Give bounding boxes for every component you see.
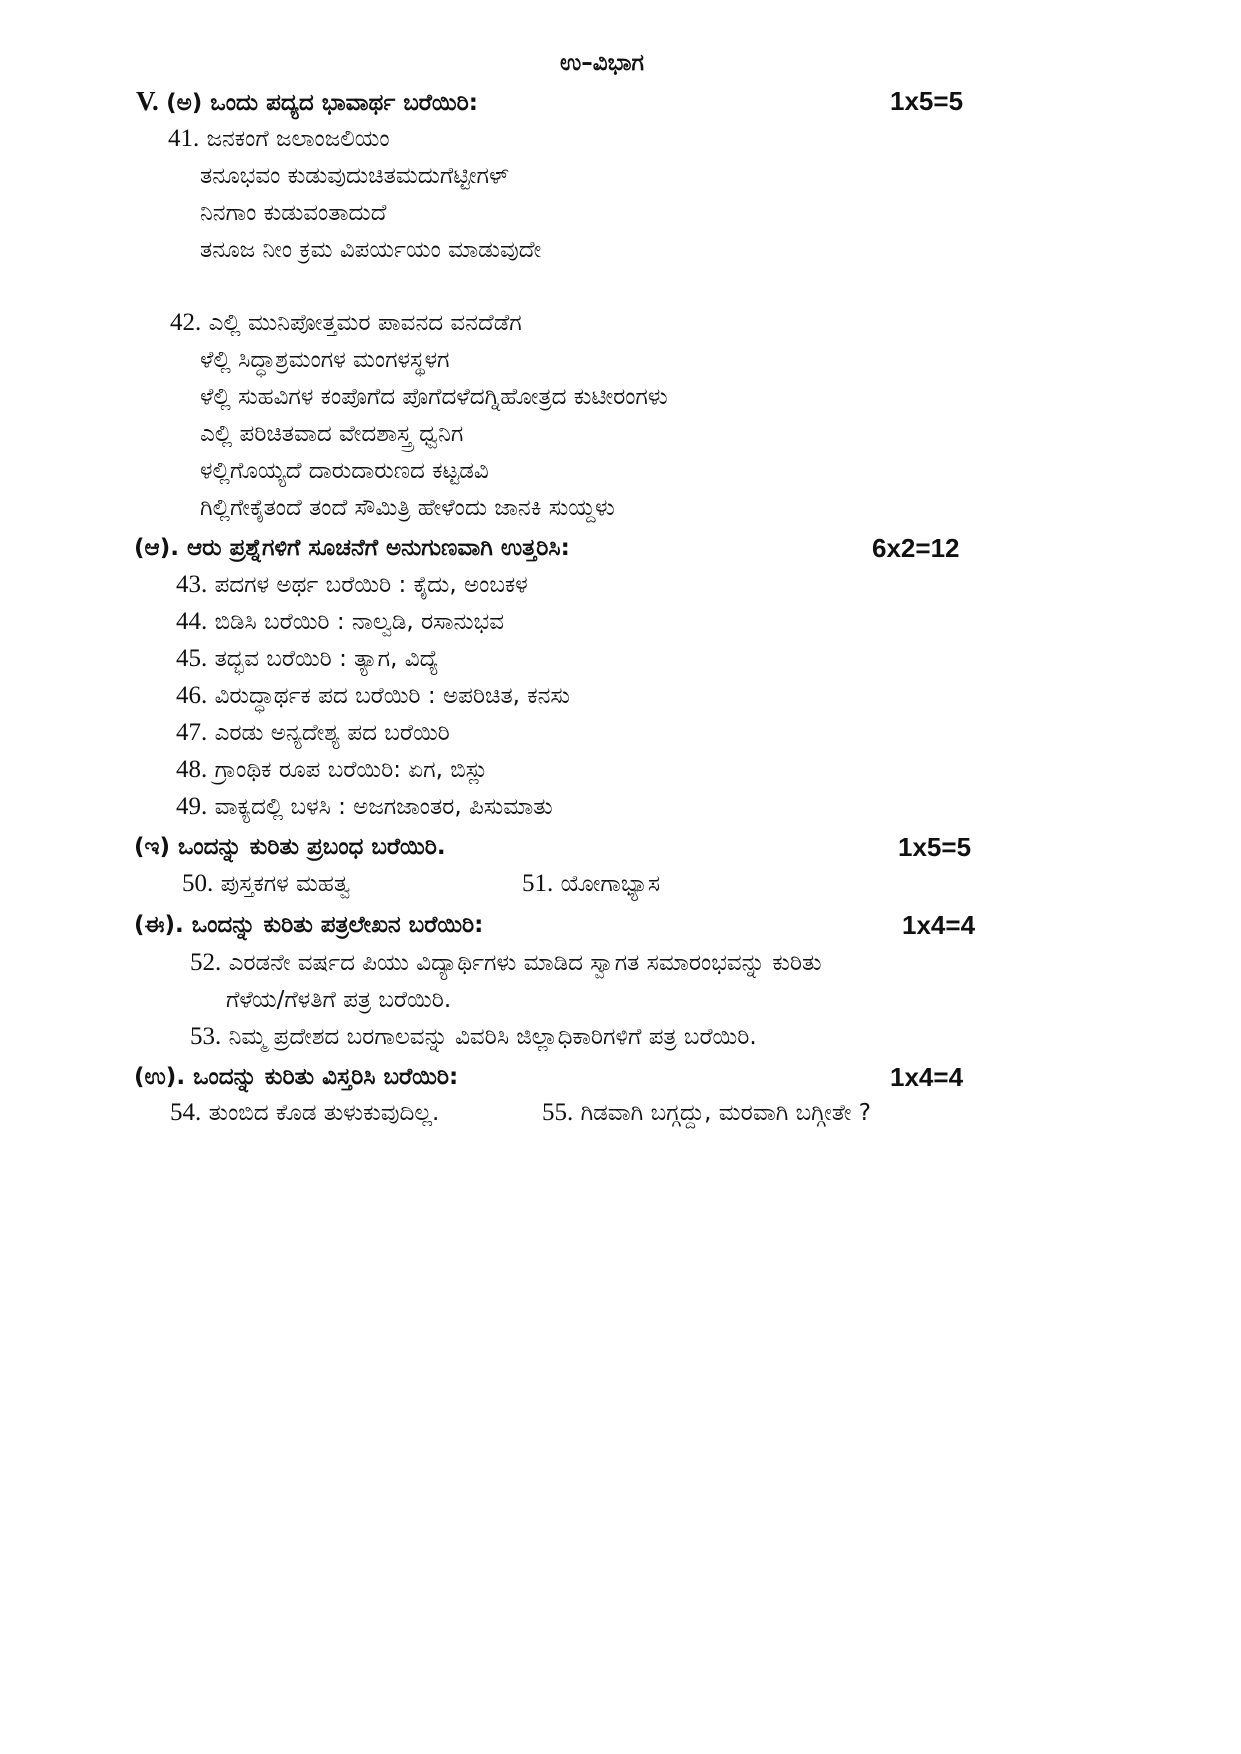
section-ii-marks: 1x4=4 [902,910,976,940]
question-42 [170,308,522,338]
poem-line: ತನೂಜ ನೀಂ ಕ್ರಮ ವಿಪರ್ಯಯಂ ಮಾಡುವುದೇ [200,237,542,263]
question-number: 53. [190,1023,222,1050]
section-i-marks: 1x5=5 [898,832,972,862]
section-aa-marks: 6x2=12 [872,533,960,563]
section-aa-title: (ಆ). ಆರು ಪ್ರಶ್ನೆಗಳಿಗೆ ಸೂಚನೆಗೆ ಅನುಗುಣವಾಗಿ ಉತ್ತರಿಸಿ: [134,535,570,561]
section-v-marks: 1x5=5 [890,86,964,116]
question-49 [176,792,553,822]
question-48 [176,755,488,785]
question-text: ಎರಡು ಅನ್ಯದೇಶ್ಯ ಪದ ಬರೆಯಿರಿ [214,720,450,746]
question-number: 49. [176,793,208,820]
question-number: 47. [176,719,208,746]
question-51 [522,869,660,899]
question-text: ಪದಗಳ ಅರ್ಥ ಬರೆಯಿರಿ : ಕೈದು, ಅಂಬಕಳ [214,572,528,598]
question-text: ವಾಕ್ಯದಲ್ಲಿ ಬಳಸಿ : ಅಜಗಜಾಂತರ, ಪಿಸುಮಾತು [214,794,553,820]
question-number: 50. [182,870,214,897]
poem-line: ಎಲ್ಲಿ ಮುನಿಪೋತ್ತಮರ ಪಾವನದ ವನದೆಡೆಗ [208,310,522,336]
poem-line: ಜನಕಂಗೆ ಜಲಾಂಜಲಿಯಂ [206,126,390,152]
question-text: ಎರಡನೇ ವರ್ಷದ ಪಿಯು ವಿದ್ಯಾರ್ಥಿಗಳು ಮಾಡಿದ ಸ್ವಾಗತ ಸಮಾರಂಭವನ್ನು ಕುರಿತು [228,950,822,976]
question-text: ಯೋಗಾಭ್ಯಾಸ [560,871,661,897]
question-text: ವಿರುದ್ಧಾರ್ಥಕ ಪದ ಬರೆಯಿರಿ : ಅಪರಿಚಿತ, ಕನಸು [214,683,570,709]
question-41 [168,124,390,154]
question-text-continued: ಗೆಳೆಯ/ಗೆಳತಿಗೆ ಪತ್ರ ಬರೆಯಿರಿ. [226,987,452,1013]
question-text: ಬಿಡಿಸಿ ಬರೆಯಿರಿ : ನಾಲ್ವಡಿ, ರಸಾನುಭವ [214,609,505,635]
poem-line: ಳೆಲ್ಲಿ ಸುಹವಿಗಳ ಕಂಪೊಗೆದ ಪೊಗೆದಳೆದಗ್ನಿಹೋತ್ರದ ಕುಟೀರಂಗಳು [200,384,668,410]
question-50 [182,869,350,899]
section-ii-title: (ಈ). ಒಂದನ್ನು ಕುರಿತು ಪತ್ರಲೇಖನ ಬರೆಯಿರಿ: [134,912,484,938]
poem-line: ಳೆಲ್ಲಿ ಸಿದ್ಧಾಶ್ರಮಂಗಳ ಮಂಗಳಸ್ಥಳಗ [200,347,450,373]
question-number: 48. [176,756,208,783]
question-text: ತದ್ಭವ ಬರೆಯಿರಿ : ತ್ಯಾಗ, ವಿದ್ಯೆ [214,646,439,672]
question-number: 55. [542,1099,574,1126]
question-number: 52. [190,949,222,976]
section-v-header [136,86,478,118]
question-number: 54. [170,1099,202,1126]
poem-line: ಗಿಲ್ಲಿಗೇಕೈತಂದೆ ತಂದೆ ಸೌಮಿತ್ರಿ ಹೇಳೆಂದು ಜಾನಕಿ ಸುಯ್ದಳು [200,495,615,521]
question-52 [190,948,822,978]
question-number: 44. [176,608,208,635]
section-i-title: (ಇ) ಒಂದನ್ನು ಕುರಿತು ಪ್ರಬಂಧ ಬರೆಯಿರಿ. [134,834,446,860]
question-number: 45. [176,645,208,672]
question-43 [176,570,528,600]
question-55 [542,1098,871,1128]
question-number: 43. [176,571,208,598]
question-45 [176,644,439,674]
question-text: ಪುಸ್ತಕಗಳ ಮಹತ್ವ [220,871,351,897]
question-number: 41. [168,125,200,152]
question-number: 42. [170,309,202,336]
poem-line: ತನೂಭವಂ ಕುಡುವುದುಚಿತಮದುಗೆಟ್ಟೀಗಳ್ [200,163,509,189]
poem-line: ಳಲ್ಲಿಗೊಯ್ಯದೆ ದಾರುದಾರುಣದ ಕಟ್ಟಡವಿ [200,458,489,484]
poem-line: ಎಲ್ಲಿ ಪರಿಚಿತವಾದ ವೇದಶಾಸ್ತ್ರ ಧ್ವನಿಗ [200,421,464,447]
poem-line: ನಿನಗಾಂ ಕುಡುವಂತಾದುದೆ [200,200,387,226]
question-text: ಗಿಡವಾಗಿ ಬಗ್ಗದ್ದು, ಮರವಾಗಿ ಬಗ್ಗೀತೇ ? [580,1100,871,1126]
question-number: 51. [522,870,554,897]
question-text: ಗ್ರಾಂಥಿಕ ರೂಪ ಬರೆಯಿರಿ: ಏಗ, ಬಿಸ್ಲು [214,757,488,783]
section-heading: ಉ–ವಿಭಾಗ [560,50,644,76]
question-44 [176,607,504,637]
section-roman-numeral: V. [136,86,159,116]
question-number: 46. [176,682,208,709]
section-u-marks: 1x4=4 [890,1062,964,1092]
question-53 [190,1022,757,1052]
section-u-title: (ಉ). ಒಂದನ್ನು ಕುರಿತು ವಿಸ್ತರಿಸಿ ಬರೆಯಿರಿ: [134,1064,459,1090]
question-46 [176,681,570,711]
section-v-title: (ಅ) ಒಂದು ಪದ್ಯದ ಭಾವಾರ್ಥ ಬರೆಯಿರಿ: [166,90,478,116]
question-text: ನಿಮ್ಮ ಪ್ರದೇಶದ ಬರಗಾಲವನ್ನು ವಿವರಿಸಿ ಜಿಲ್ಲಾಧಿಕಾರಿಗಳಿಗೆ ಪತ್ರ ಬರೆಯಿರಿ. [228,1024,757,1050]
question-47 [176,718,450,748]
question-54 [170,1098,439,1128]
question-text: ತುಂಬಿದ ಕೊಡ ತುಳುಕುವುದಿಲ್ಲ. [208,1100,440,1126]
